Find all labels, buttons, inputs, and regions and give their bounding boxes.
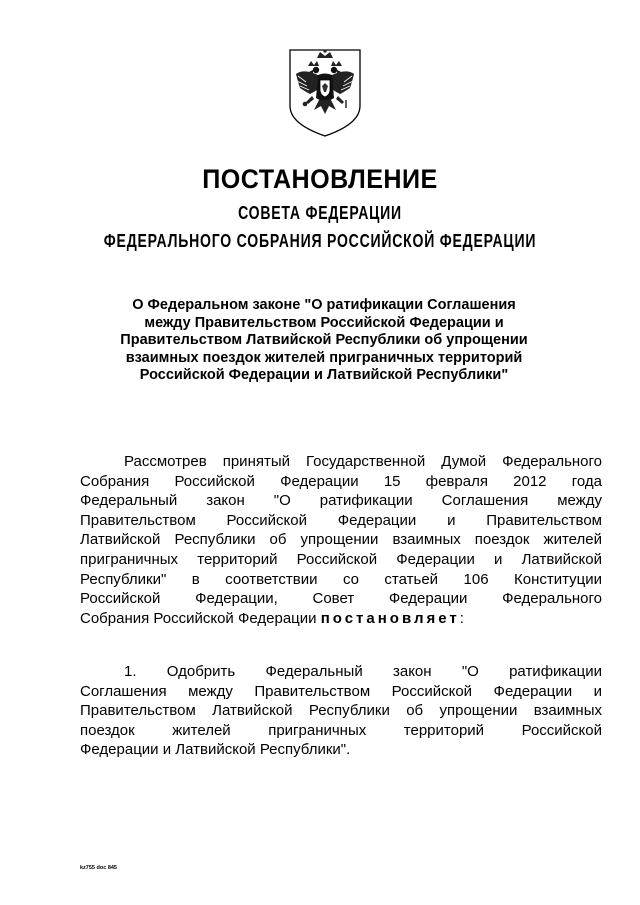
paragraph-line: Правительством Российской Федерации и Правительством: [80, 511, 602, 529]
paragraph-line: Федеральный закон "О ратификации Соглашения между: [80, 492, 602, 510]
subject-line: О Федеральном законе "О ратификации Соглашения: [132, 297, 516, 313]
subject-line: Правительством Латвийской Республики об упрощении: [120, 332, 528, 348]
paragraph-line: Федерации и Латвийской Республики".: [80, 741, 351, 759]
paragraph-line: Соглашения между Правительством Российской Федерации и: [80, 682, 602, 700]
paragraph-line: Российской Федерации, Совет Федерации Федерального: [80, 590, 602, 608]
issuing-body-line-1: СОВЕТА ФЕДЕРАЦИИ: [238, 203, 402, 223]
document-code: kz755 doc 845: [80, 865, 117, 871]
resolution-keyword: постановляет: [320, 609, 460, 627]
paragraph-line: 1. Одобрить Федеральный закон "О ратификации: [124, 663, 602, 680]
document-title: ПОСТАНОВЛЕНИЕ: [202, 164, 438, 194]
subject-line: между Правительством Российской Федерации и: [144, 314, 504, 331]
paragraph-line: Республики" в соответствии со статьей 106 Конституции: [80, 570, 602, 588]
paragraph-line: Рассмотрев принятый Государственной Думой Федерального: [124, 453, 602, 470]
russian-coat-of-arms-icon: [286, 48, 364, 138]
subject-line: взаимных поездок жителей приграничных территорий: [125, 349, 523, 366]
paragraph-line: приграничных территорий Российской Федерации и Латвийской: [80, 550, 602, 568]
resolution-colon: :: [459, 609, 464, 627]
paragraph-line: Латвийской Республики об упрощении взаимных поездок жителей: [80, 531, 602, 549]
paragraph-line: [80, 609, 602, 629]
preamble-last-prefix: Собрания Российской Федерации: [80, 609, 321, 627]
document-subject: [60, 297, 588, 385]
subject-line: Российской Федерации и Латвийской Республики": [139, 367, 509, 383]
paragraph-line: поездок жителей приграничных территорий Российской: [80, 721, 602, 739]
emblem: [286, 48, 364, 138]
preamble-paragraph: [80, 452, 602, 628]
item-1-paragraph: [80, 662, 602, 760]
issuing-body-line-2: ФЕДЕРАЛЬНОГО СОБРАНИЯ РОССИЙСКОЙ ФЕДЕРАЦИИ: [103, 231, 537, 251]
paragraph-line: Правительством Латвийской Республики об упрощении взаимных: [80, 702, 602, 720]
paragraph-line: Собрания Российской Федерации 15 февраля 2012 года: [80, 472, 602, 490]
